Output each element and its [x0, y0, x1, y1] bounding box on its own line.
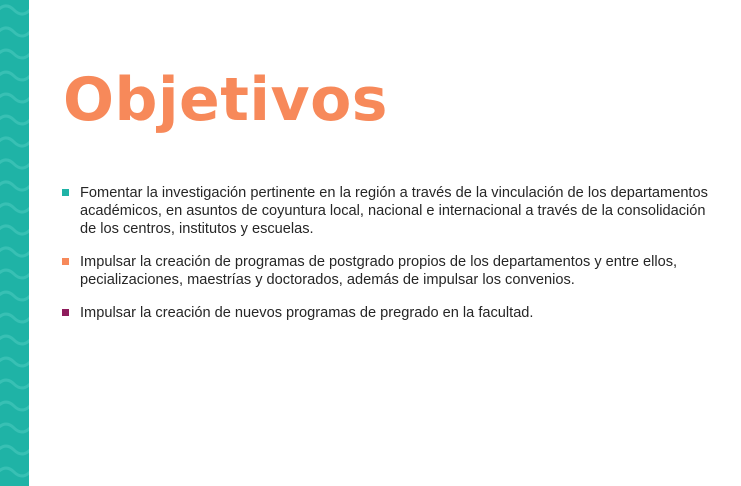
list-item — [62, 253, 741, 289]
list-item — [62, 184, 741, 238]
bullet-text-line: pecializaciones, maestrías y doctorados, además de impulsar los convenios. — [80, 272, 575, 288]
bullet-square-icon — [62, 309, 69, 316]
bullet-text-line: Impulsar la creación de programas de postgrado propios de los departamentos y entre ellos, — [80, 254, 678, 270]
list-item — [62, 304, 741, 322]
bullet-text-line: Fomentar la investigación pertinente en la región a través de la vinculación de los departamentos — [80, 185, 708, 201]
bullet-square-icon — [62, 258, 69, 265]
bullet-text-line: académicos, en asuntos de coyuntura local, nacional e internacional a través de la consolidación — [80, 203, 706, 219]
wave-pattern — [0, 0, 29, 486]
bullet-text-line: Impulsar la creación de nuevos programas de pregrado en la facultad. — [80, 305, 534, 321]
objectives-list — [62, 184, 741, 337]
bullet-text-line: de los centros, institutos y escuelas. — [80, 221, 314, 237]
decorative-side-band — [0, 0, 29, 486]
slide-title: Objetivos — [63, 65, 389, 135]
bullet-square-icon — [62, 189, 69, 196]
